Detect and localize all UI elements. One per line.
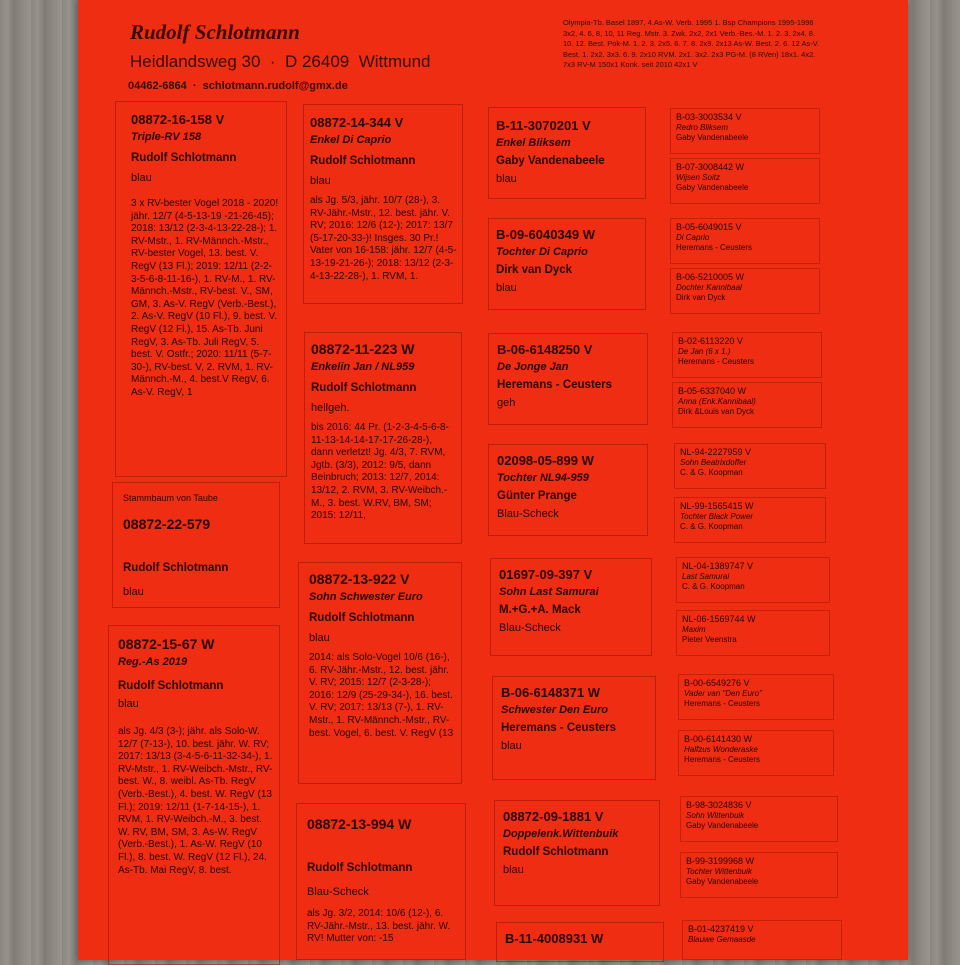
granddam-1-breeder: Rudolf Schlotmann	[311, 382, 417, 394]
granddam-2-card	[296, 803, 466, 960]
ancestor-6-name: Schwester Den Euro	[501, 704, 608, 716]
ancestor-3-color: geh	[497, 397, 516, 409]
dam-name: Reg.-As 2019	[118, 656, 188, 668]
great-ancestor-5-breeder: Heremans - Ceusters	[678, 357, 755, 366]
email-address: schlotmann.rudolf@gmx.de	[202, 80, 348, 92]
great-ancestor-10-ring: NL-06-1569744 W	[682, 614, 756, 624]
ancestor-6-ring: B-06-6148371 W	[501, 685, 600, 700]
pedigree-label: Stammbaum von Taube	[123, 493, 218, 503]
granddam-1-name: Enkelin Jan / NL959	[311, 361, 415, 373]
ancestor-2-breeder: Dirk van Dyck	[496, 264, 573, 276]
main-bird-ring: 08872-16-158 V	[131, 112, 225, 127]
dam-color: blau	[118, 698, 139, 710]
great-ancestor-11-name: Vader van "Den Euro"	[684, 689, 762, 698]
breeder-address: Heidlandsweg 30 · D 26409 Wittmund	[130, 52, 431, 71]
ancestor-card-1	[488, 107, 646, 199]
great-ancestor-5-ring: B-02-6113220 V	[678, 336, 743, 346]
great-ancestor-1	[670, 108, 820, 154]
sire-color: blau	[310, 175, 331, 187]
ancestor-1-name: Enkel Bliksem	[496, 137, 571, 149]
great-ancestor-5-name: De Jan (6 x 1.)	[678, 347, 731, 356]
great-ancestor-12	[678, 730, 834, 776]
sire-name: Enkel Di Caprio	[310, 134, 392, 146]
sire-breeder: Rudolf Schlotmann	[310, 155, 416, 167]
great-ancestor-2	[670, 158, 820, 204]
dam-ring: 08872-15-67 W	[118, 636, 215, 652]
great-ancestor-7-breeder: C. & G. Koopman	[680, 468, 743, 477]
grandsire-2-card	[298, 562, 462, 784]
ancestor-4-breeder: Günter Prange	[497, 490, 577, 502]
subject-bird-card	[112, 482, 280, 608]
ancestor-1-breeder: Gaby Vandenabeele	[496, 155, 605, 167]
ancestor-card-2	[488, 218, 646, 310]
great-ancestor-11	[678, 674, 834, 720]
main-bird-name: Triple-RV 158	[131, 131, 202, 143]
ancestor-card-4	[488, 444, 648, 536]
granddam-2-performance: als Jg. 3/2, 2014: 10/6 (12-), 6. RV-Jähr.-Mstr., 13. best. jähr. W. RV! Mutter von: -15	[307, 908, 451, 945]
great-ancestor-4-ring: B-06-5210005 W	[676, 272, 745, 282]
ancestor-6-color: blau	[501, 740, 522, 752]
granddam-1-card	[304, 332, 462, 544]
ancestor-4-name: Tochter NL94-959	[497, 472, 589, 484]
grandsire-2-name: Sohn Schwester Euro	[309, 591, 423, 603]
ancestor-7-breeder: Rudolf Schlotmann	[503, 846, 609, 858]
great-ancestor-1-breeder: Gaby Vandenabeele	[676, 133, 749, 142]
main-bird-card	[115, 101, 287, 477]
pedigree-sheet	[78, 0, 908, 960]
great-ancestor-6-breeder: Dirk &Louis van Dyck	[678, 407, 755, 416]
granddam-2-breeder: Rudolf Schlotmann	[307, 862, 413, 874]
grandsire-2-performance: 2014: als Solo-Vogel 10/6 (16-), 6. RV-Jähr.-Mstr., 12. best. jähr. V. RV; 2015: 12/7 (2-3-28-); 2016: 12/9 (25-29-34-), 16. best. V. RV; 2017: 13/13 (7-), 1. RV-Mstr., 1. RV-Männch.-Mstr., RV-best. Vogel, 6. best. V. RegV (13	[309, 652, 454, 739]
great-ancestor-2-name: Wijsen Soitz	[676, 173, 720, 182]
ancestor-card-6	[492, 676, 656, 780]
ancestor-card-3	[488, 333, 648, 425]
sire-ring: 08872-14-344 V	[310, 115, 404, 130]
ancestor-3-breeder: Heremans - Ceusters	[497, 379, 613, 391]
breeder-name-header: Rudolf Schlotmann	[130, 20, 300, 44]
great-ancestor-6	[672, 382, 822, 428]
subject-bird-breeder: Rudolf Schlotmann	[123, 562, 229, 574]
ancestor-4-ring: 02098-05-899 W	[497, 453, 594, 468]
ancestor-5-name: Sohn Last Samurai	[499, 586, 599, 598]
ancestor-6-breeder: Heremans - Ceusters	[501, 722, 617, 734]
great-ancestor-8	[674, 497, 826, 543]
great-ancestor-9-name: Last Samurai	[682, 572, 730, 581]
great-ancestor-13-ring: B-98-3024836 V	[686, 800, 752, 810]
ancestor-7-color: blau	[503, 864, 524, 876]
great-ancestor-2-ring: B-07-3008442 W	[676, 162, 745, 172]
ancestor-5-color: Blau-Scheck	[499, 622, 561, 634]
great-ancestor-1-name: Redro Bliksem	[676, 123, 729, 132]
ancestor-3-name: De Jonge Jan	[497, 361, 569, 373]
phone-number: 04462-6864	[128, 80, 187, 92]
ancestor-7-ring: 08872-09-1881 V	[503, 809, 604, 824]
great-ancestor-14-name: Tochter Wittenbuik	[686, 867, 752, 876]
great-ancestor-9	[676, 557, 830, 603]
great-ancestor-5	[672, 332, 822, 378]
ancestor-2-color: blau	[496, 282, 517, 294]
great-ancestor-3	[670, 218, 820, 264]
ancestor-2-ring: B-09-6040349 W	[496, 227, 595, 242]
ancestor-8-ring: B-11-4008931 W	[505, 931, 604, 946]
sire-card	[303, 104, 463, 304]
great-ancestor-12-ring: B-00-6141430 W	[684, 734, 753, 744]
great-ancestor-14-ring: B-99-3199968 W	[686, 856, 755, 866]
ancestor-1-color: blau	[496, 173, 517, 185]
great-ancestor-13-name: Sohn Wittenbuik	[686, 811, 745, 820]
dam-breeder: Rudolf Schlotmann	[118, 680, 224, 692]
granddam-1-ring: 08872-11-223 W	[311, 341, 415, 357]
great-ancestor-13-breeder: Gaby Vandenabeele	[686, 821, 759, 830]
great-ancestor-15	[682, 920, 842, 960]
ancestor-2-name: Tochter Di Caprio	[496, 246, 588, 258]
main-bird-breeder: Rudolf Schlotmann	[131, 152, 237, 164]
great-ancestor-3-ring: B-05-6049015 V	[676, 222, 742, 232]
granddam-2-ring: 08872-13-994 W	[307, 816, 412, 832]
great-ancestor-6-ring: B-05-6337040 W	[678, 386, 747, 396]
sire-performance: als Jg. 5/3, jähr. 10/7 (28-), 3. RV-Jähr.-Mstr., 12. best. jähr. V. RV; 2016: 12/6 (12-); 2017: 13/7 (5-17-20-33-)! Insges. 30 Pr.! Vater von 16-158: jähr. 12/7 (4-5-13-19-21-26-); 2018: 13/12 (2-3-4-13-22-28-), 1. RVM, 1.	[310, 195, 457, 282]
subject-bird-color: blau	[123, 586, 144, 598]
breeder-contact: 04462-6864 · schlotmann.rudolf@gmx.de	[128, 80, 348, 92]
great-ancestor-3-name: Di Caprio	[676, 233, 710, 242]
great-ancestor-8-name: Tochter Black Power	[680, 512, 754, 521]
great-ancestor-7-ring: NL-94-2227959 V	[680, 447, 752, 457]
granddam-2-color: Blau-Scheck	[307, 886, 369, 898]
great-ancestor-4-breeder: Dirk van Dyck	[676, 293, 726, 302]
great-ancestor-15-ring: B-01-4237419 V	[688, 924, 754, 934]
subject-bird-ring: 08872-22-579	[123, 516, 211, 532]
great-ancestor-14	[680, 852, 838, 898]
great-ancestor-4	[670, 268, 820, 314]
grandsire-2-breeder: Rudolf Schlotmann	[309, 612, 415, 624]
great-ancestor-9-breeder: C. & G. Koopman	[682, 582, 745, 591]
great-ancestor-10	[676, 610, 830, 656]
ancestor-1-ring: B-11-3070201 V	[496, 118, 591, 133]
ancestor-7-name: Doppelenk.Wittenbuik	[503, 828, 619, 840]
granddam-1-performance: bis 2016: 44 Pr. (1-2-3-4-5-6-8-11-13-14-14-17-17-26-28-), dann verletzt! Jg. 4/3, 7. RVM, Jgtb. (3/3), 2012: 9/5, dann Beinbruch; 2013: 12/7, 2014: 13/12, 2. RVM, 3. RV-Weibch.-M., 3. best. W.RV, BM, SM; 2015: 12/11,	[311, 422, 449, 522]
great-ancestor-12-breeder: Heremans - Ceusters	[684, 755, 761, 764]
grandsire-2-ring: 08872-13-922 V	[309, 571, 410, 587]
main-bird-performance: 3 x RV-bester Vogel 2018 - 2020! jähr. 12/7 (4-5-13-19 -21-26-45); 2018: 13/12 (2-3-4-13-22-28-); 1. RV-Mstr., 1. RV-Männch.-Mstr., RV-bester Vogel, 13. best. V. RegV (13 Fl.); 2019: 12/11 (2-2-3-5-6-8-11-16-), 1. RV-M., 1. RV-Männch.-Mstr., RV-best. V., SM, GM, 3. As-V. RegV (Verb.-Best.), 2. As-V. RegV (10 Fl.), 9. best. V. RegV (12 Fl.), 15. As-Tb. Juni RegV, 3. As-Tb. Juli RegV, 5. best. V. Ostfr.; 2020: 11/11 (5-7-30-), RV-best. V, 2. RVM, 1. RV-Männch.-M., 4. best.V RegV, 6. As-V. RegV, 1	[131, 198, 279, 398]
great-ancestor-4-name: Dochter Kannibaal	[676, 283, 742, 292]
great-ancestor-2-breeder: Gaby Vandenabeele	[676, 183, 749, 192]
great-ancestor-14-breeder: Gaby Vandenabeele	[686, 877, 759, 886]
main-bird-color: blau	[131, 172, 152, 184]
great-ancestor-11-breeder: Heremans - Ceusters	[684, 699, 761, 708]
great-ancestor-7-name: Sohn Beatrixdoffer	[680, 458, 747, 467]
ancestor-5-breeder: M.+G.+A. Mack	[499, 604, 581, 616]
great-ancestor-10-name: Maxim	[682, 625, 706, 634]
ancestor-card-8	[496, 922, 664, 962]
great-ancestor-8-ring: NL-99-1565415 W	[680, 501, 754, 511]
dam-performance: als Jg. 4/3 (3-); jähr. als Solo-W. 12/7 (7-13-), 10. best. jähr. W. RV; 2017: 13/13 (3-4-5-6-11-32-34-), 1. RV-Mstr., 1. RV-Weibch.-Mstr., RV-best. W., 8. weibl. As-Tb. RegV (Verb.-Best.), 4. best. W. RegV (13 Fl.); 2019: 12/11 (1-7-14-15-), 1. RVM, 1. RV-Weibch.-M., 3. best. W. RV, BM, SM, 3. As-W. RegV (Verb.-Best.), 1. As-W. RegV (10 Fl.), 8. best. W. RegV (12 Fl.), 24. As-Tb. Mai RegV, 8. best.	[118, 726, 273, 876]
dam-card	[108, 625, 280, 965]
breeder-titles: Olympia-Tb. Basel 1897, 4.As-W. Verb. 1995 1. Bsp Champions 1995-1996 3x2, 4. 6, 8, 10, 11 Reg. Mstr. 3. Zwk. 2x2, 2x1 Verb.-Bes.-M. 1. 2. 3. 2x4. 8. 10. 12. Best. Pok-M. 1. 2. 3. 2x5. 6. 7. 8. 2x9. 2x13 As-W. Best. 2. 6. 12 As-V. Best. 1. 2x2. 3x3. 6. 9. 2x10 RVM. 2x1. 3x2. 2x3 PG-M. (8 RVen) 18x1. 4x2. 7x3 RV-M 150x1 Konk. seit 2010 42x1 V	[563, 18, 820, 70]
ancestor-4-color: Blau-Scheck	[497, 508, 559, 520]
great-ancestor-10-breeder: Pieter Veenstra	[682, 635, 737, 644]
grandsire-2-color: blau	[309, 632, 330, 644]
great-ancestor-3-breeder: Heremans - Ceusters	[676, 243, 753, 252]
great-ancestor-6-name: Anna (Enk.Kannibaal)	[678, 397, 756, 406]
ancestor-card-5	[490, 558, 652, 656]
great-ancestor-1-ring: B-03-3003534 V	[676, 112, 742, 122]
ancestor-3-ring: B-06-6148250 V	[497, 342, 593, 357]
great-ancestor-9-ring: NL-04-1389747 V	[682, 561, 754, 571]
great-ancestor-11-ring: B-00-6549276 V	[684, 678, 750, 688]
granddam-1-color: hellgeh.	[311, 402, 350, 414]
great-ancestor-13	[680, 796, 838, 842]
ancestor-card-7	[494, 800, 660, 906]
ancestor-5-ring: 01697-09-397 V	[499, 567, 593, 582]
great-ancestor-8-breeder: C. & G. Koopman	[680, 522, 743, 531]
great-ancestor-12-name: Halfzus Wonderaske	[684, 745, 758, 754]
great-ancestor-15-name: Blauwe Gemaasde	[688, 935, 756, 944]
great-ancestor-7	[674, 443, 826, 489]
